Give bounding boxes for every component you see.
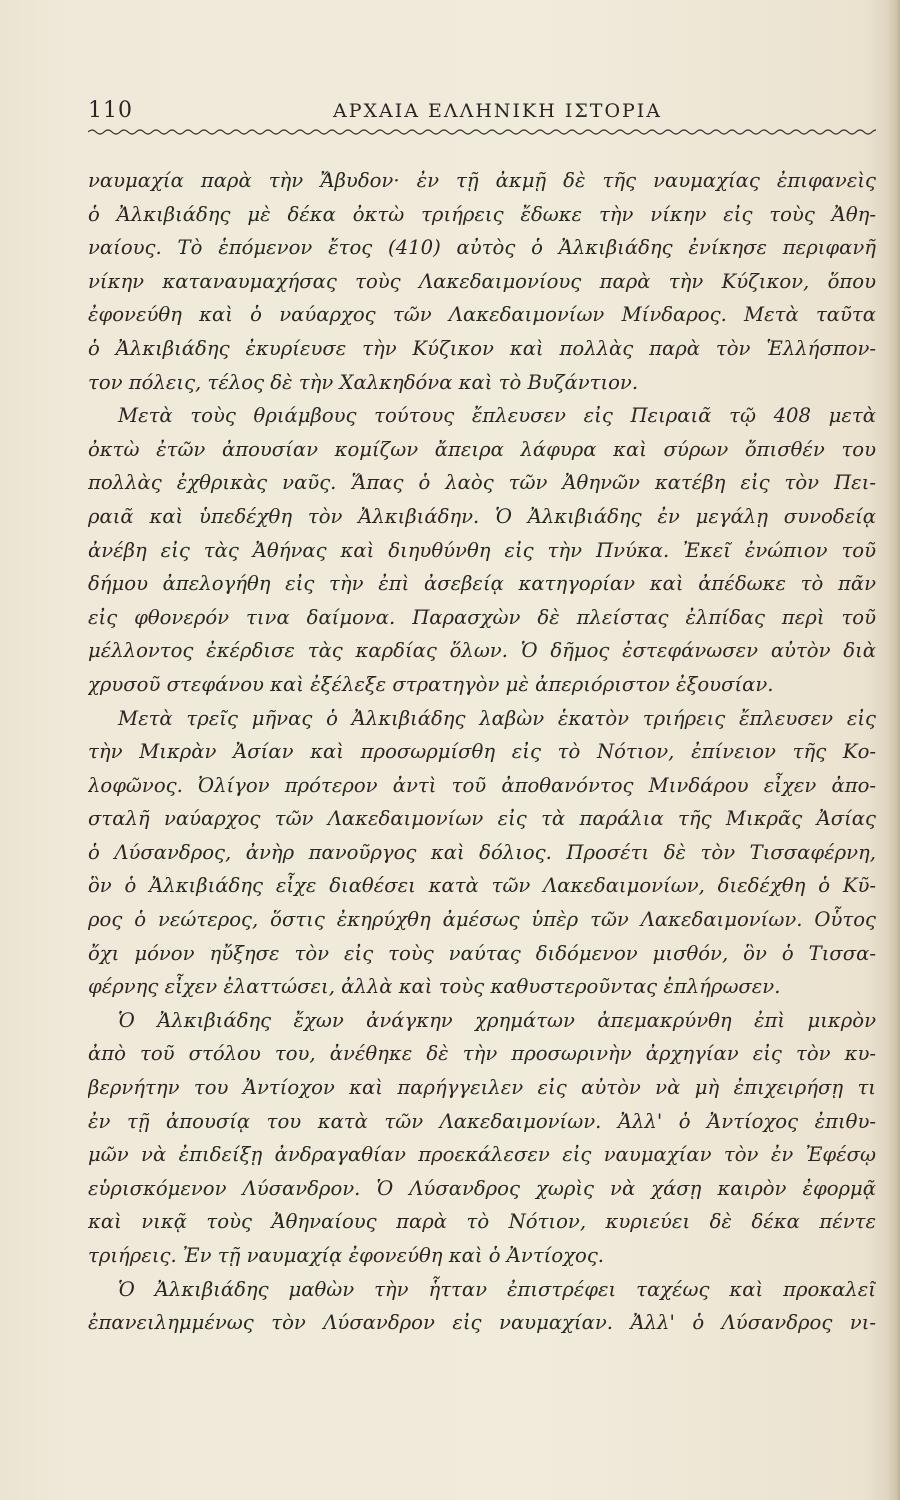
text-line: βερνήτην του Ἀντίοχον καὶ παρήγγειλεν εἰς αὐτὸν νὰ μὴ ἐπιχειρήσῃ τι [88, 1076, 876, 1100]
text-line: τριήρεις. Ἐν τῇ ναυμαχίᾳ ἐφονεύθη καὶ ὁ Ἀντίοχος. [88, 1244, 605, 1267]
text-line: εὑρισκόμενον Λύσανδρον. Ὁ Λύσανδρος χωρὶς νὰ χάσῃ καιρὸν ἐφορμᾷ [88, 1176, 876, 1200]
text-line: λοφῶνος. Ὀλίγον πρότερον ἀντὶ τοῦ ἀποθανόντος Μινδάρου εἶχεν ἀπο- [88, 773, 876, 797]
text-line: ἀπὸ τοῦ στόλου του, ἀνέθηκε δὲ τὴν προσωρινὴν ἀρχηγίαν εἰς τὸν κυ- [88, 1042, 876, 1066]
header-wave-ornament [88, 126, 876, 138]
text-line: ἀνέβη εἰς τὰς Ἀθήνας καὶ διηυθύνθη εἰς τὴν Πνύκα. Ἐκεῖ ἐνώπιον τοῦ [88, 538, 876, 562]
text-line: ὃν ὁ Ἀλκιβιάδης εἶχε διαθέσει κατὰ τῶν Λακεδαιμονίων, διεδέχθη ὁ Κῦ- [88, 874, 876, 898]
text-line: μῶν νὰ ἐπιδείξῃ ἀνδραγαθίαν προεκάλεσεν εἰς ναυμαχίαν τὸν ἐν Ἐφέσῳ [88, 1143, 876, 1167]
text-line: καὶ νικᾷ τοὺς Ἀθηναίους παρὰ τὸ Νότιον, κυριεύει δὲ δέκα πέντε [88, 1210, 876, 1234]
text-line: ὁ Λύσανδρος, ἀνὴρ πανοῦργος καὶ δόλιος. Προσέτι δὲ τὸν Τισσαφέρνη, [88, 840, 876, 864]
text-line: τον πόλεις, τέλος δὲ τὴν Χαλκηδόνα καὶ τὸ Βυζάντιον. [88, 370, 639, 394]
text-line: ὁ Ἀλκιβιάδης ἐκυρίευσε τὴν Κύζικον καὶ πολλὰς παρὰ τὸν Ἑλλήσπον- [88, 336, 876, 360]
text-line: ἐν τῇ ἀπουσίᾳ του κατὰ τῶν Λακεδαιμονίων. Ἀλλ' ὁ Ἀντίοχος ἐπιθυ- [88, 1109, 876, 1133]
text-line: δήμου ἀπελογήθη εἰς τὴν ἐπὶ ἀσεβείᾳ κατηγορίαν καὶ ἀπέδωκε τὸ πᾶν [88, 572, 876, 596]
text-line: ἐφονεύθη καὶ ὁ ναύαρχος τῶν Λακεδαιμονίων Μίνδαρος. Μετὰ ταῦτα [88, 303, 876, 327]
text-line: ναίους. Τὸ ἑπόμενον ἔτος (410) αὐτὸς ὁ Ἀλκιβιάδης ἐνίκησε περιφανῆ [88, 236, 876, 260]
running-title: ΑΡΧΑΙΑ ΕΛΛΗΝΙΚΗ ΙΣΤΟΡΙΑ [333, 100, 663, 122]
text-line: φέρνης εἶχεν ἐλαττώσει, ἀλλὰ καὶ τοὺς καθυστεροῦντας ἐπλήρωσεν. [88, 975, 781, 999]
text-line: ὁ Ἀλκιβιάδης μὲ δέκα ὀκτὼ τριήρεις ἔδωκε τὴν νίκην εἰς τοὺς Ἀθη- [88, 202, 876, 226]
text-line: σταλῆ ναύαρχος τῶν Λακεδαιμονίων εἰς τὰ παράλια τῆς Μικρᾶς Ἀσίας [88, 807, 876, 831]
text-line: ὀκτὼ ἐτῶν ἀπουσίαν κομίζων ἄπειρα λάφυρα καὶ σύρων ὄπισθέν του [88, 437, 876, 461]
text-line: ραιᾶ καὶ ὑπεδέχθη τὸν Ἀλκιβιάδην. Ὁ Ἀλκιβιάδης ἐν μεγάλῃ συνοδείᾳ [88, 504, 876, 528]
body-text [88, 164, 876, 1340]
page-number: 110 [88, 98, 133, 123]
text-line: πολλὰς ἐχθρικὰς ναῦς. Ἅπας ὁ λαὸς τῶν Ἀθηνῶν κατέβη εἰς τὸν Πει- [88, 471, 876, 495]
page-edge [888, 0, 900, 1500]
text-line: μέλλοντος ἐκέρδισε τὰς καρδίας ὅλων. Ὁ δῆμος ἐστεφάνωσεν αὐτὸν διὰ [88, 639, 876, 663]
text-line: Ὁ Ἀλκιβιάδης μαθὼν τὴν ἧτταν ἐπιστρέφει ταχέως καὶ προκαλεῖ [118, 1277, 876, 1301]
text-line: νίκην καταναυμαχήσας τοὺς Λακεδαιμονίους παρὰ τὴν Κύζικον, ὅπου [88, 269, 876, 293]
text-line: Μετὰ τοὺς θριάμβους τούτους ἔπλευσεν εἰς Πειραιᾶ τῷ 408 μετὰ [118, 404, 876, 428]
text-line: τὴν Μικρὰν Ἀσίαν καὶ προσωρμίσθη εἰς τὸ Νότιον, ἐπίνειον τῆς Κο- [88, 740, 876, 764]
text-line: χρυσοῦ στεφάνου καὶ ἐξέλεξε στρατηγὸν μὲ ἀπεριόριστον ἐξουσίαν. [88, 672, 774, 696]
text-line: ὄχι μόνον ηὔξησε τὸν εἰς τοὺς ναύτας διδόμενον μισθόν, ὃν ὁ Τισσα- [88, 941, 876, 965]
text-line: ρος ὁ νεώτερος, ὅστις ἐκηρύχθη ἀμέσως ὑπὲρ τῶν Λακεδαιμονίων. Οὗτος [88, 908, 876, 932]
text-line: Ὁ Ἀλκιβιάδης ἔχων ἀνάγκην χρημάτων ἀπεμακρύνθη ἐπὶ μικρὸν [118, 1008, 876, 1032]
text-line: Μετὰ τρεῖς μῆνας ὁ Ἀλκιβιάδης λαβὼν ἑκατὸν τριήρεις ἔπλευσεν εἰς [118, 706, 876, 730]
text-line: εἰς φθονερόν τινα δαίμονα. Παρασχὼν δὲ πλείστας ἐλπίδας περὶ τοῦ [88, 605, 876, 629]
text-line: ἐπανειλημμένως τὸν Λύσανδρον εἰς ναυμαχίαν. Ἀλλ' ὁ Λύσανδρος νι- [88, 1311, 876, 1335]
text-line: ναυμαχία παρὰ τὴν Ἄβυδον· ἐν τῇ ἀκμῇ δὲ τῆς ναυμαχίας ἐπιφανεὶς [88, 169, 876, 192]
